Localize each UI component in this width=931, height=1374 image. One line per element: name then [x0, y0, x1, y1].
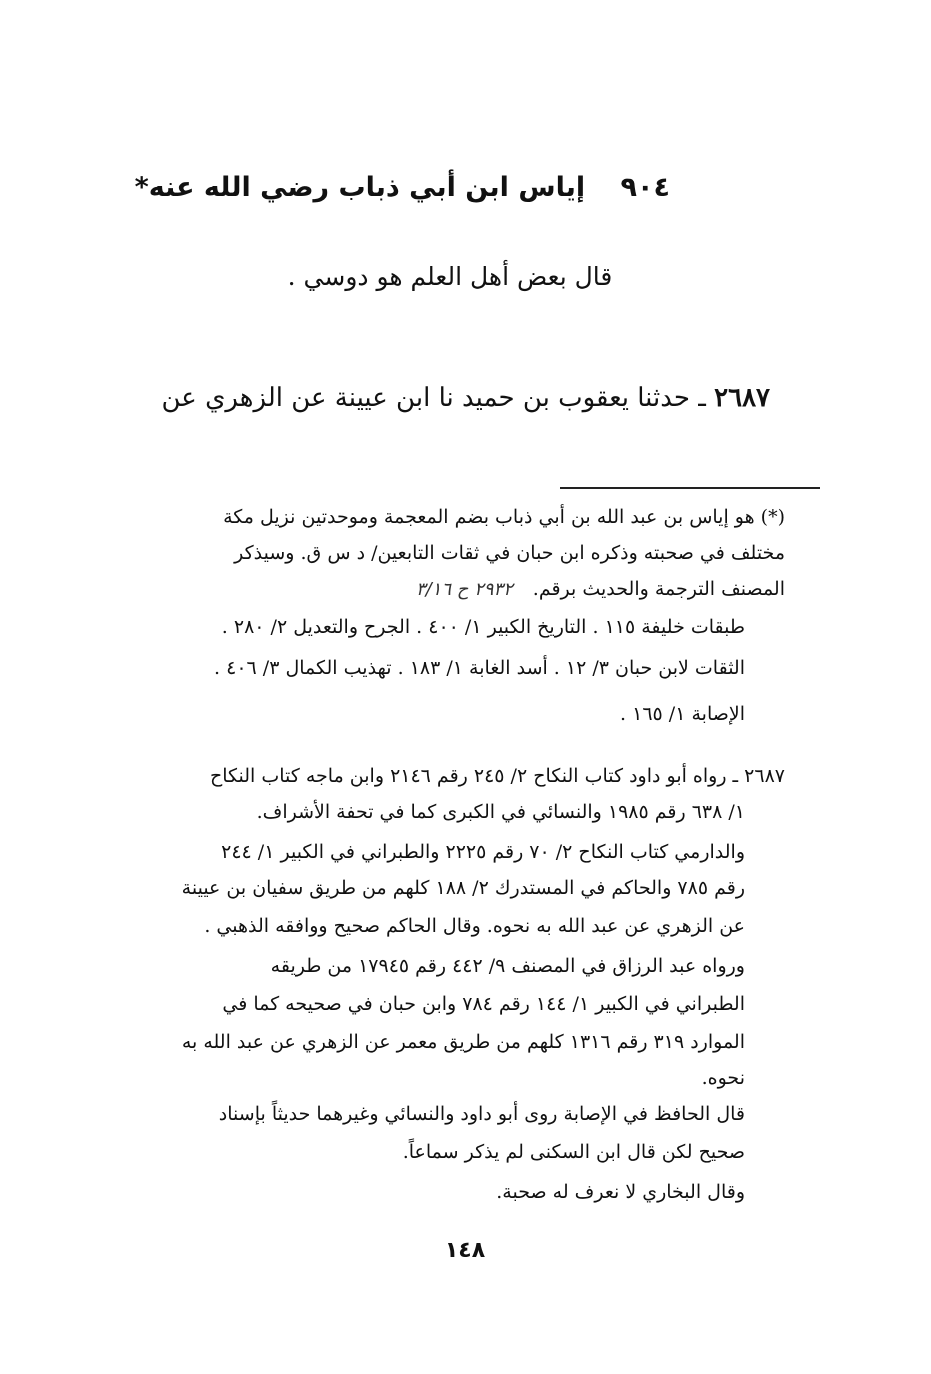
hadith-text [130, 383, 770, 413]
footnote-line [135, 615, 785, 639]
footnote-line [135, 1180, 785, 1204]
footnote-text: الطبراني في الكبير ١/ ١٤٤ رقم ٧٨٤ وابن حبان في صحيحه كما في [222, 993, 745, 1015]
footnote-text: طبقات خليفة ١١٥ . التاريخ الكبير ١/ ٤٠٠ . الجرح والتعديل ٢/ ٢٨٠ . [221, 616, 745, 638]
section-heading: إياس ابن أبي ذباب رضي الله عنه* [134, 172, 586, 203]
footnote-text: الموارد ٣١٩ رقم ١٣١٦ كلهم من طريق معمر عن الزهري عن عبد الله به [181, 1031, 745, 1053]
footnote-line [135, 800, 785, 824]
hadith-body: ـ حدثنا يعقوب بن حميد نا ابن عيينة عن الزهري عن [161, 383, 706, 413]
page-number: ١٤٨ [444, 1238, 486, 1263]
footnote-text: قال الحافظ في الإصابة روى أبو داود والنسائي وغيرهما حديثاً بإسناد [218, 1103, 745, 1125]
footnote-text: الثقات لابن حبان ٣/ ١٢ . أسد الغابة ١/ ١٨٣ . تهذيب الكمال ٣/ ٤٠٦ . [214, 657, 745, 679]
footnote-line [135, 577, 785, 602]
footnote-separator [560, 487, 820, 489]
footnote-text: ١/ ٦٣٨ رقم ١٩٨٥ والنسائي في الكبرى كما في تحفة الأشراف. [256, 801, 745, 823]
footnote-line [135, 1140, 785, 1164]
footnote-line [135, 702, 785, 726]
footnote-line: (*) هو إياس بن عبد الله بن أبي ذباب بضم المعجمة وموحدتين نزيل مكة [223, 506, 785, 528]
footnote-text: ورواه عبد الرزاق في المصنف ٩/ ٤٤٢ رقم ١٧٩٤٥ من طريقه [270, 955, 745, 977]
hadith-number: ٢٦٨٧ [714, 383, 770, 413]
footnote-line [135, 840, 785, 864]
footnote-text: المصنف الترجمة والحديث برقم. [532, 578, 785, 600]
footnote-text: نحوه. [701, 1067, 745, 1089]
footnote-line [135, 954, 785, 978]
footnote-line [135, 914, 785, 938]
footnote-line [135, 1030, 785, 1054]
footnote-line [135, 656, 785, 680]
footnote-text: صحيح لكن قال ابن السكنى لم يذكر سماعاً. [402, 1141, 745, 1163]
section-number: ٩٠٤ [620, 172, 670, 203]
footnote-text: وقال البخاري لا نعرف له صحبة. [496, 1181, 745, 1203]
footnote-text: رقم ٧٨٥ والحاكم في المستدرك ٢/ ١٨٨ كلهم من طريق سفيان بن عيينة [181, 877, 745, 899]
footnote-text: عن الزهري عن عبد الله به نحوه. وقال الحاكم صحيح ووافقه الذهبي . [204, 915, 745, 937]
footnote-line [135, 1102, 785, 1126]
handwritten-note: ٢٩٣٢ ح ٣/١٦ [415, 579, 513, 600]
subtitle: قال بعض أهل العلم هو دوسي . [287, 262, 613, 291]
footnote-text: والدارمي كتاب النكاح ٢/ ٧٠ رقم ٢٢٢٥ والطبراني في الكبير ١/ ٢٤٤ [221, 841, 745, 863]
footnote-text: الإصابة ١/ ١٦٥ . [620, 703, 745, 725]
footnote-line: مختلف في صحبته وذكره ابن حبان في ثقات التابعين/ د س ق. وسيذكر [234, 542, 785, 564]
section-title [134, 172, 670, 203]
footnote-line [135, 1066, 785, 1090]
footnote-line [135, 992, 785, 1016]
footnote-line: ٢٦٨٧ ـ رواه أبو داود كتاب النكاح ٢/ ٢٤٥ رقم ٢١٤٦ وابن ماجه كتاب النكاح [209, 765, 785, 787]
footnote-line [135, 876, 785, 900]
